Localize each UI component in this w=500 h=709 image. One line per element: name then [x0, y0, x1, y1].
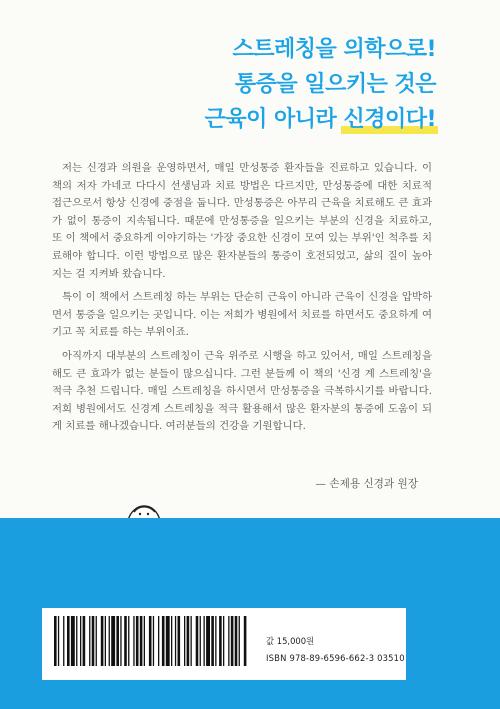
headline-line-3	[205, 102, 436, 137]
barcode-bar	[200, 616, 201, 666]
barcode-bar	[191, 616, 192, 666]
barcode-bar	[166, 616, 170, 666]
barcode-bar	[184, 616, 185, 666]
barcode-bar	[105, 616, 106, 666]
barcode-bar	[89, 616, 90, 666]
barcode-bar	[140, 616, 143, 666]
paragraph-3: 아직까지 대부분의 스트레칭이 근육 위주로 시행을 하고 있어서, 매일 스트레칭을 해도 큰 효과가 없는 분들이 많으십니다. 그런 분들께 이 책의 '신경 계 스트레칭'을 적극 추천 드립니다. 매일 스트레칭을 하시면서 만성통증을 극복하시기를 바랍니다. 저희 병원에서도 신경계 스트레칭을 적극 활용해서 많은 환자분의 통증에 도움이 되게 치료를 해나겠습니다. 여러분들의 건강을 기원합니다.	[52, 349, 432, 433]
headline-line-3-plain: 근육이 아니라	[204, 107, 344, 132]
barcode-bar	[120, 616, 121, 666]
barcode-bar	[101, 616, 104, 666]
barcode-bar	[158, 616, 159, 666]
barcode-bar	[109, 616, 110, 666]
barcode-bar	[136, 616, 139, 666]
barcode-bar	[149, 616, 152, 666]
barcode-bar	[58, 616, 59, 666]
barcode-bar	[228, 616, 229, 666]
barcode-bar	[128, 616, 129, 666]
barcode-bar	[215, 616, 216, 666]
barcode-bar	[219, 616, 222, 666]
barcode-bar	[244, 616, 247, 666]
barcode-bar	[83, 616, 86, 666]
barcode-bar	[162, 616, 165, 666]
isbn: ISBN 978-89-6596-662-3 03510	[266, 653, 405, 663]
signature: — 손제용 신경과 원장	[315, 478, 418, 490]
recommendation-text	[52, 160, 432, 442]
barcode-bar	[80, 616, 81, 666]
headline-line-2: 통증을 일으키는 것은	[234, 72, 436, 97]
barcode-bar	[171, 616, 172, 666]
barcode-bar	[124, 616, 127, 666]
price: 값 15,000원	[266, 636, 315, 646]
barcode-icon	[52, 616, 248, 666]
barcode-bar	[111, 616, 115, 666]
headline-line-1: 스트레칭을 의학으로!	[232, 37, 436, 62]
barcode-bar	[235, 616, 238, 666]
barcode-bar	[223, 616, 224, 666]
barcode-bar	[239, 616, 240, 666]
barcode-bar	[54, 616, 57, 666]
barcode-bar	[96, 616, 97, 666]
barcode-bar	[67, 616, 70, 666]
barcode-bar	[92, 616, 95, 666]
barcode-panel	[42, 608, 406, 680]
barcode-bar	[116, 616, 119, 666]
barcode-bar	[211, 616, 214, 666]
barcode-bar	[187, 616, 190, 666]
headline	[205, 32, 436, 137]
barcode-bar	[71, 616, 75, 666]
barcode-bar	[76, 616, 77, 666]
barcode-bar	[175, 616, 176, 666]
barcode-bar	[206, 616, 210, 666]
barcode-bar	[231, 616, 234, 666]
headline-highlight: 신경이다!	[343, 102, 436, 137]
barcode-bar	[178, 616, 181, 666]
paragraph-2: 특이 이 책에서 스트레칭 하는 부위는 단순히 근육이 아니라 근육이 신경을 압박하면서 통증을 일으키는 곳입니다. 이는 저희가 병원에서 치료를 하면서도 중요하게 여기고 꼭 치료를 하는 부위이죠.	[52, 291, 432, 339]
barcode-bar	[133, 616, 134, 666]
barcode-bar	[204, 616, 205, 666]
paragraph-1: 저는 신경과 의원을 운영하면서, 매일 만성통증 환자들을 진료하고 있습니다. 이 책의 저자 가네코 다다시 선생님과 치료 방법은 다르지만, 만성통증에 대한 치료적 접근으로서 항상 신경에 중점을 둡니다. 만성통증은 아무리 근육을 치료해도 큰 효과가 없이 통증이 지속됩니다. 때문에 만성통증을 일으키는 부분의 신경을 치료하고, 또 이 책에서 중요하게 이야기하는 '가장 중요한 신경이 모여 있는 부위'인 척추를 치료해야 합니다. 이런 방법으로 많은 환자분들의 통증이 호전되었고, 삶의 질이 높아지는 걸 지켜봐 왔습니다.	[52, 162, 432, 280]
barcode-bar	[153, 616, 154, 666]
barcode-bar	[63, 616, 64, 666]
barcode-bar	[196, 616, 199, 666]
barcode-bar	[144, 616, 145, 666]
